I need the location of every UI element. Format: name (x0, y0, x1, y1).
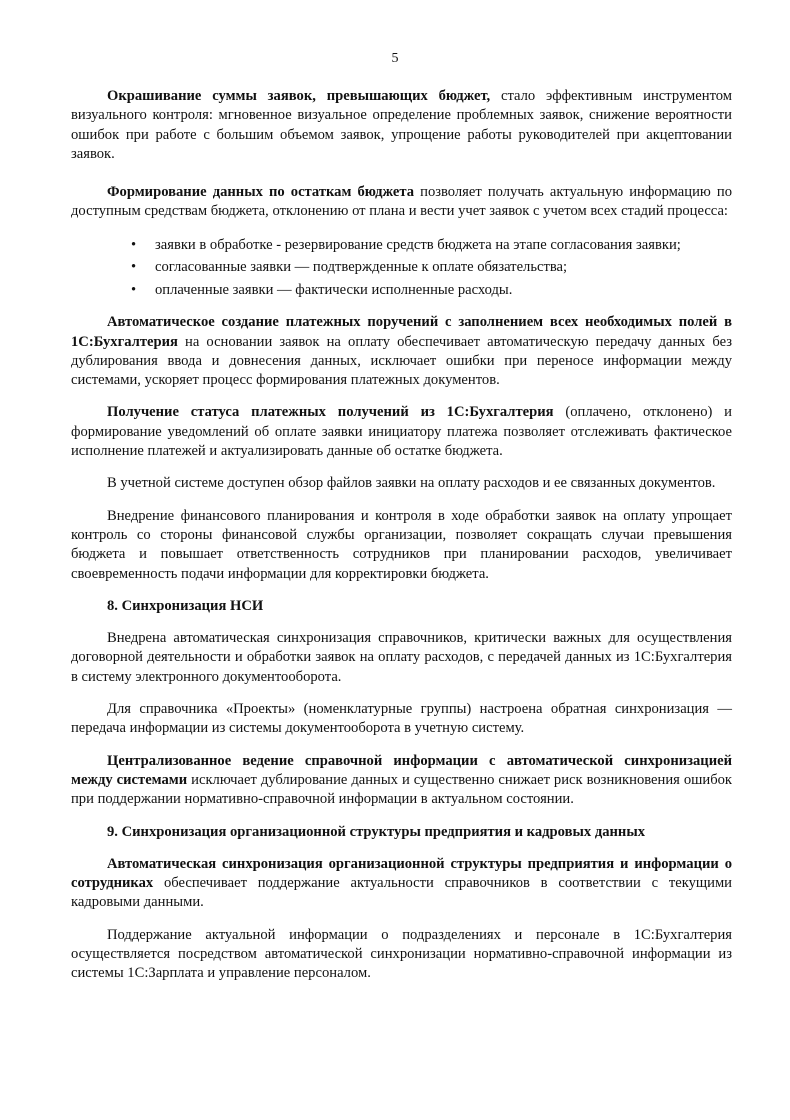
list-item-text: заявки в обработке - резервирование средств бюджета на этапе согласования заявки; (155, 236, 681, 253)
paragraph-text: позволяет получать актуальную информацию по доступным средствам бюджета, отклонению от плана и вести учет заявок с учетом всех стадий процесса: (71, 184, 733, 220)
list-item (131, 279, 732, 302)
paragraph-file-overview: В учетной системе доступен обзор файлов заявки на оплату расходов и ее связанных документов. (107, 475, 716, 492)
bold-lead: Получение статуса платежных получений из 1С:Бухгалтерия (107, 404, 554, 421)
paragraph-org-sync (71, 855, 732, 913)
bullet-icon: • (131, 236, 137, 253)
page-content (71, 87, 732, 984)
list-item-text: согласованные заявки — подтвержденные к оплате обязательства; (155, 259, 568, 276)
paragraph-financial-planning: Внедрение финансового планирования и контроля в ходе обработки заявок на оплату упрощает контроль со стороны финансовой службы организации, позволяет сокращать случаи превышения бюджета и повышает ответственность сотрудников при планировании расходов, увеличивает своевременность подачи информации для корректировки бюджета. (71, 507, 732, 582)
bold-lead: Автоматическое создание платежных поручений с заполнением всех необходимых полей в 1С:Бухгалтерия (71, 314, 732, 350)
bullet-icon: • (131, 281, 137, 298)
list-item (131, 234, 732, 257)
paragraph-text: на основании заявок на оплату обеспечивает автоматическую передачу данных без дублирования ввода и довнесения данных, исключает ошибки при переносе информации между системами, ускоряет процесс формирования платежных документов. (71, 333, 732, 389)
paragraph-centralized-reference (71, 752, 732, 810)
section-heading-org-structure: 9. Синхронизация организационной структуры предприятия и кадровых данных (107, 823, 646, 840)
stage-list (71, 234, 732, 302)
paragraph-budget-highlight (71, 87, 732, 164)
section-heading-nsi: 8. Синхронизация НСИ (107, 597, 264, 614)
paragraph-text: (оплачено, отклонено) и формирование уведомлений об оплате заявки инициатору платежа позволяет отслеживать фактическое исполнение платежей и актуализировать данные об остатке бюджета. (71, 404, 732, 460)
paragraph-text: стало эффективным инструментом визуального контроля: мгновенное визуальное определение проблемных заявок, снижение вероятности ошибок при работе с большим объемом заявок, упрощение работы руководителей при акцептовании заявок. (71, 88, 733, 162)
page-number: 5 (391, 51, 399, 66)
bold-lead: Централизованное ведение справочной информации с автоматической синхронизацией между системами (71, 752, 732, 788)
list-item (131, 256, 732, 279)
paragraph-sync-directories: Внедрена автоматическая синхронизация справочников, критически важных для осуществления договорной деятельности и обработки заявок на оплату расходов, с передачей данных из 1С:Бухгалтерия в систему электронного документооборота. (71, 630, 732, 685)
paragraph-budget-balance (71, 183, 732, 222)
bold-lead: Автоматическая синхронизация организационной структуры предприятия и информации о сотрудниках (71, 855, 732, 892)
paragraph-projects-sync: Для справочника «Проекты» (номенклатурные группы) настроена обратная синхронизация — передача информации из системы документооборота в учетную систему. (71, 701, 732, 737)
paragraph-text: обеспечивает поддержание актуальности справочников в соответствии с текущими кадровыми данными. (71, 875, 732, 911)
list-item-text: оплаченные заявки — фактически исполненные расходы. (155, 281, 513, 298)
paragraph-text: исключает дублирование данных и существенно снижает риск возникновения ошибок при поддержании нормативно-справочной информации в актуальном состоянии. (71, 771, 733, 808)
bold-lead: Формирование данных по остаткам бюджета (107, 184, 415, 201)
paragraph-payment-status (71, 403, 732, 461)
bold-lead: Окрашивание суммы заявок, превышающих бюджет, (107, 88, 491, 104)
paragraph-payment-orders (71, 313, 732, 390)
bullet-icon: • (131, 259, 137, 276)
paragraph-personnel-data: Поддержание актуальной информации о подразделениях и персонале в 1С:Бухгалтерия осуществляется посредством автоматической синхронизации нормативно-справочной информации из системы 1С:Зарплата и управление персоналом. (71, 926, 732, 982)
